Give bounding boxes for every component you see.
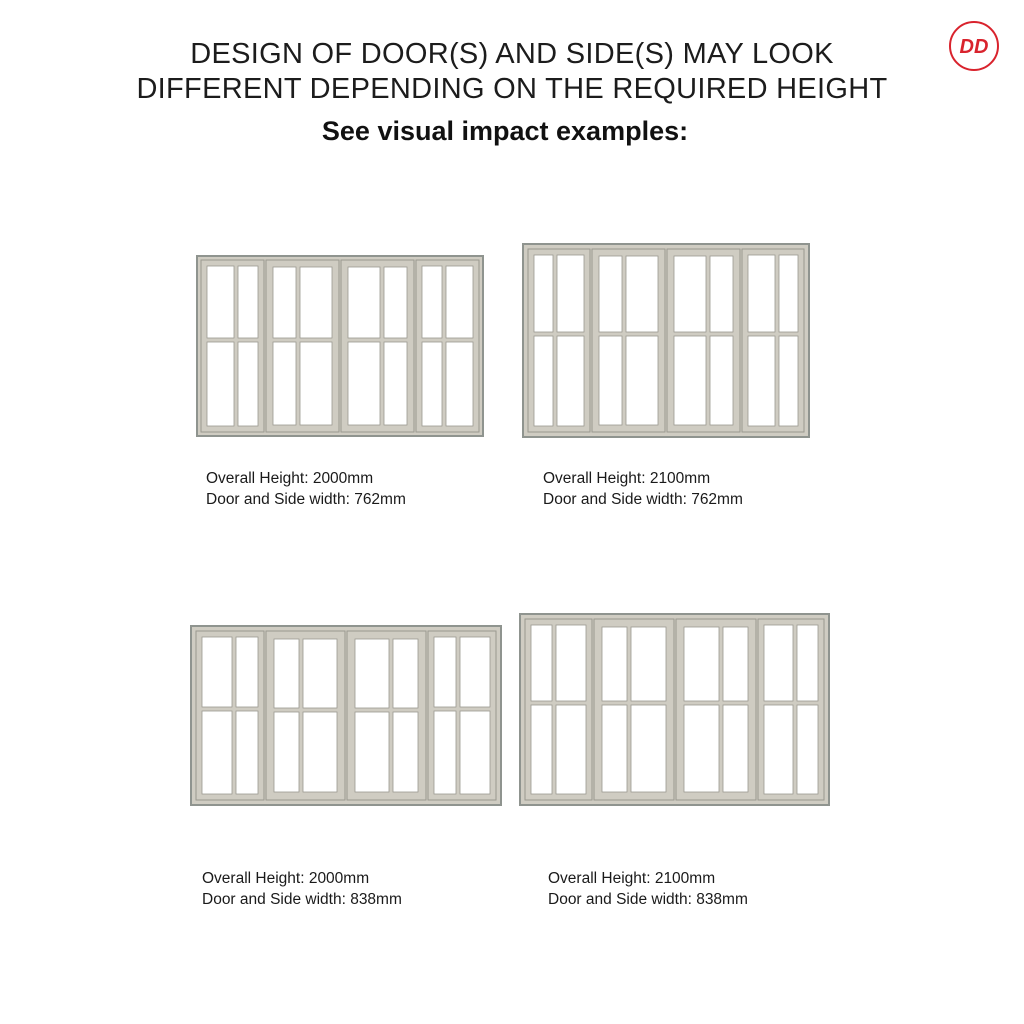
door-left xyxy=(266,260,339,432)
glass-pane xyxy=(674,256,706,332)
glass-pane xyxy=(300,267,332,338)
glass-pane xyxy=(674,336,706,425)
side-panel-right xyxy=(758,619,824,800)
glass-pane xyxy=(684,627,719,701)
door-left xyxy=(594,619,674,800)
glass-pane xyxy=(556,705,586,794)
overall-height-text: Overall Height: 2000mm xyxy=(202,870,370,887)
glass-pane xyxy=(531,625,552,701)
caption-2100-838 xyxy=(548,869,748,910)
glass-pane xyxy=(460,711,490,794)
glass-pane xyxy=(599,256,622,332)
logo-text: DD xyxy=(959,36,989,58)
side-panel-right xyxy=(742,249,804,432)
glass-pane xyxy=(202,711,232,794)
side-panel-right xyxy=(416,260,479,432)
doorset-diagram-2100-762 xyxy=(523,244,809,437)
door-side-width-text: Door and Side width: 762mm xyxy=(543,490,743,508)
door-left xyxy=(266,631,345,800)
glass-pane xyxy=(631,705,666,792)
glass-pane xyxy=(207,342,234,426)
glass-pane xyxy=(557,255,584,332)
glass-pane xyxy=(446,266,473,338)
door-side-width-text: Door and Side width: 838mm xyxy=(548,890,748,908)
side-panel-left xyxy=(525,619,592,800)
glass-pane xyxy=(723,627,748,701)
glass-pane xyxy=(631,627,666,701)
overall-height-text: Overall Height: 2100mm xyxy=(543,470,711,487)
glass-pane xyxy=(723,705,748,792)
glass-pane xyxy=(238,342,258,426)
overall-height-text: Overall Height: 2000mm xyxy=(206,470,374,487)
heading-line-2: DIFFERENT DEPENDING ON THE REQUIRED HEIGHT xyxy=(136,73,888,105)
glass-pane xyxy=(273,267,296,338)
doorset-diagram-2100-838 xyxy=(520,614,829,805)
side-panel-left xyxy=(196,631,264,800)
glass-pane xyxy=(348,342,380,425)
glass-pane xyxy=(422,342,442,426)
glass-pane xyxy=(384,342,407,425)
door-right xyxy=(347,631,426,800)
glass-pane xyxy=(556,625,586,701)
glass-pane xyxy=(202,637,232,707)
side-panel-right xyxy=(428,631,496,800)
glass-pane xyxy=(355,712,389,792)
glass-pane xyxy=(602,705,627,792)
glass-pane xyxy=(274,712,299,792)
glass-pane xyxy=(460,637,490,707)
glass-pane xyxy=(300,342,332,425)
glass-pane xyxy=(273,342,296,425)
door-right xyxy=(667,249,740,432)
glass-pane xyxy=(531,705,552,794)
glass-pane xyxy=(764,705,793,794)
glass-pane xyxy=(534,336,553,426)
glass-pane xyxy=(748,336,775,426)
doorset-diagram-2000-762 xyxy=(197,256,483,436)
door-right xyxy=(341,260,414,432)
glass-pane xyxy=(710,256,733,332)
overall-height-text: Overall Height: 2100mm xyxy=(548,870,716,887)
glass-pane xyxy=(207,266,234,338)
doorset-diagram-2000-838 xyxy=(191,626,501,805)
glass-pane xyxy=(422,266,442,338)
glass-pane xyxy=(748,255,775,332)
glass-pane xyxy=(797,625,818,701)
door-right xyxy=(676,619,756,800)
glass-pane xyxy=(797,705,818,794)
subheading: See visual impact examples: xyxy=(321,116,689,146)
glass-pane xyxy=(446,342,473,426)
glass-pane xyxy=(779,336,798,426)
side-panel-left xyxy=(201,260,264,432)
glass-pane xyxy=(602,627,627,701)
glass-pane xyxy=(764,625,793,701)
heading-line-1: DESIGN OF DOOR(S) AND SIDE(S) MAY LOOK xyxy=(190,38,834,70)
glass-pane xyxy=(303,639,337,708)
dd-logo xyxy=(948,20,1000,72)
caption-2000-838 xyxy=(202,869,402,910)
door-side-width-text: Door and Side width: 838mm xyxy=(202,890,402,908)
side-panel-left xyxy=(528,249,590,432)
glass-pane xyxy=(303,712,337,792)
glass-pane xyxy=(684,705,719,792)
glass-pane xyxy=(274,639,299,708)
glass-pane xyxy=(434,711,456,794)
glass-pane xyxy=(626,336,658,425)
glass-pane xyxy=(557,336,584,426)
door-side-width-text: Door and Side width: 762mm xyxy=(206,490,406,508)
glass-pane xyxy=(393,712,418,792)
glass-pane xyxy=(355,639,389,708)
caption-2000-762 xyxy=(206,469,406,510)
glass-pane xyxy=(626,256,658,332)
glass-pane xyxy=(384,267,407,338)
glass-pane xyxy=(393,639,418,708)
glass-pane xyxy=(236,637,258,707)
glass-pane xyxy=(348,267,380,338)
glass-pane xyxy=(238,266,258,338)
glass-pane xyxy=(599,336,622,425)
glass-pane xyxy=(534,255,553,332)
door-left xyxy=(592,249,665,432)
glass-pane xyxy=(710,336,733,425)
glass-pane xyxy=(236,711,258,794)
caption-2100-762 xyxy=(543,469,743,510)
glass-pane xyxy=(434,637,456,707)
glass-pane xyxy=(779,255,798,332)
